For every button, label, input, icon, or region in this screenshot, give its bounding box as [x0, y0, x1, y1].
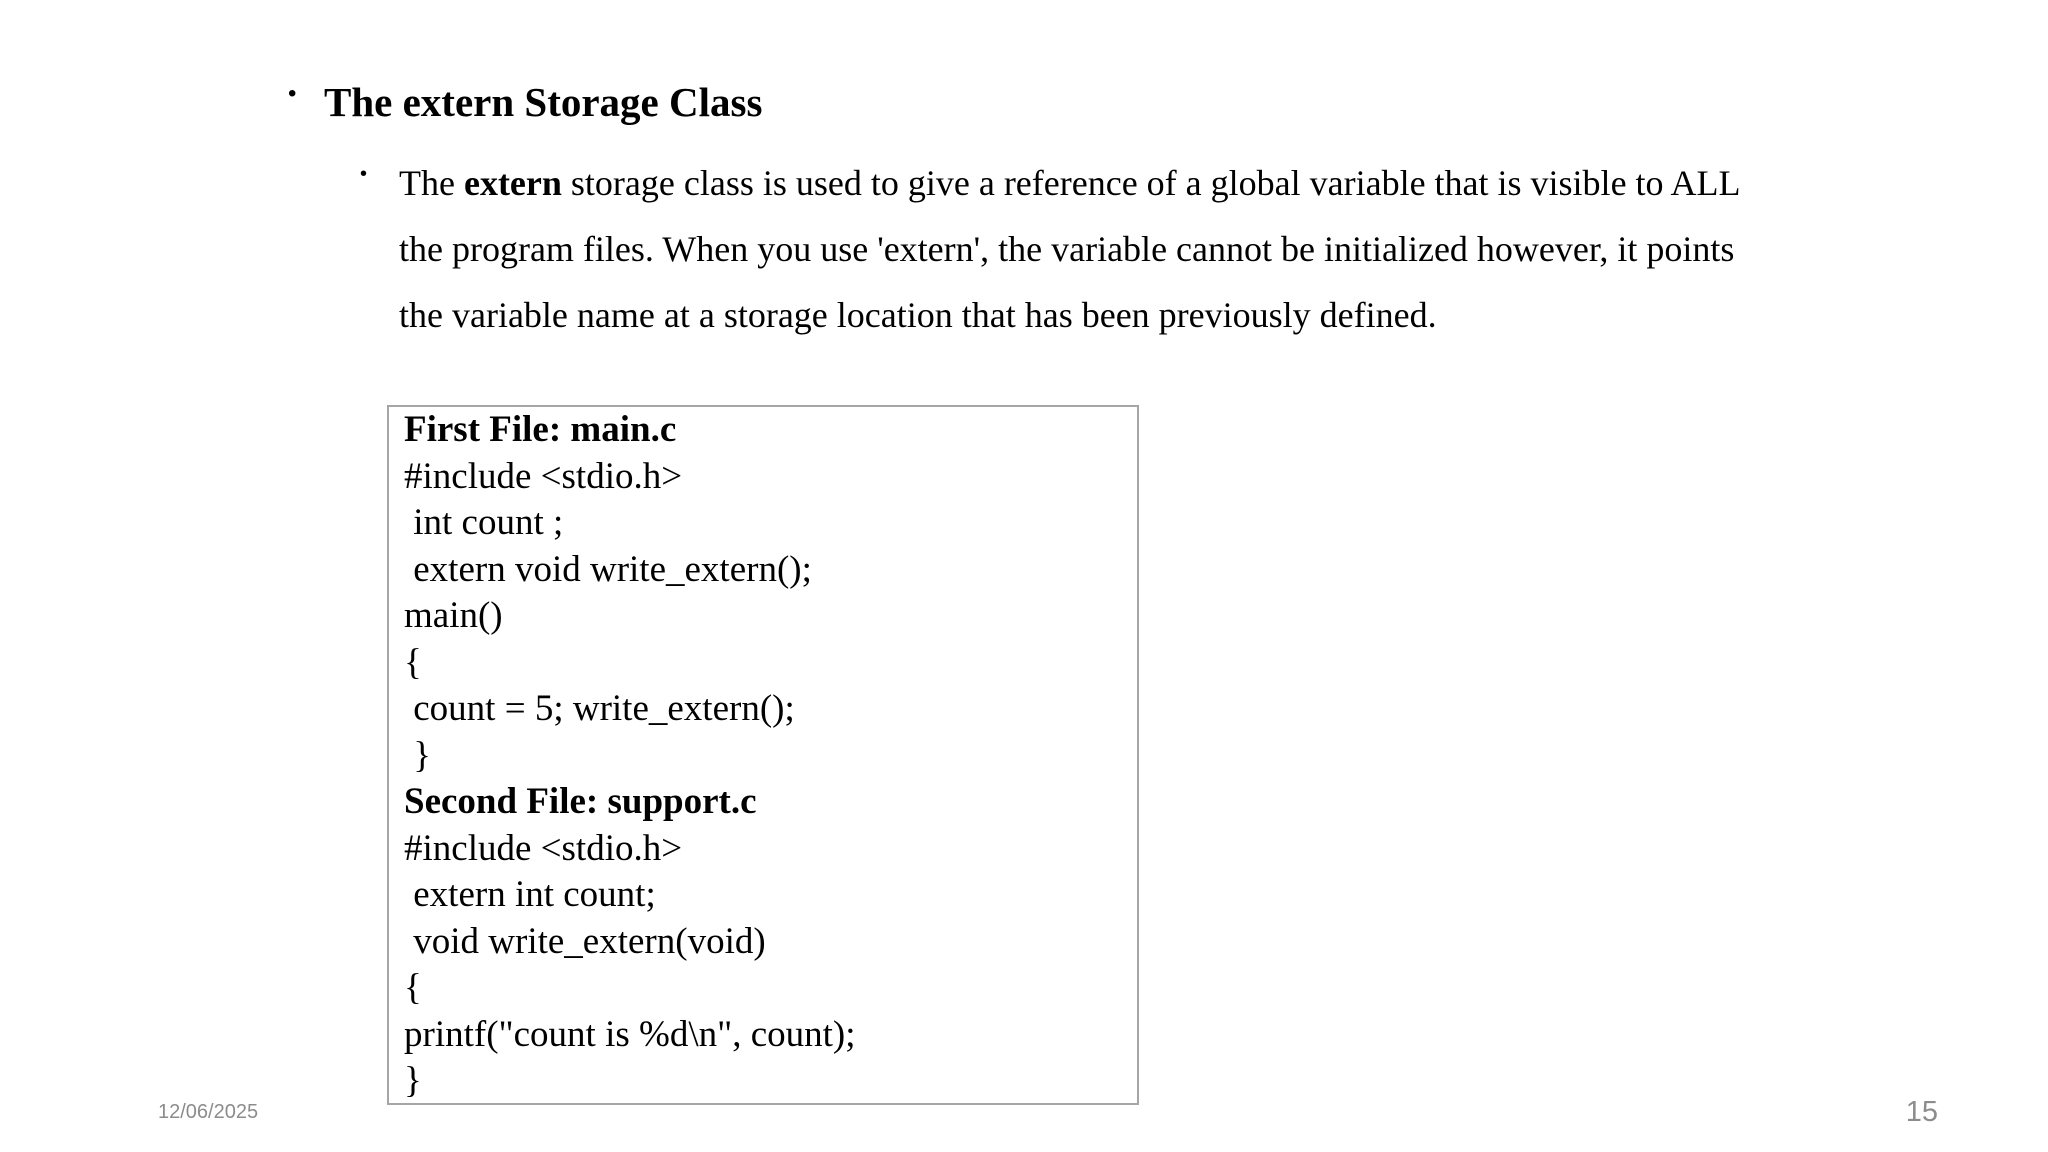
code-line: #include <stdio.h>: [404, 827, 683, 869]
paragraph-line-1: The extern storage class is used to give a reference of a global variable that is visible to ALL: [399, 163, 1741, 203]
code-line: }: [404, 1060, 422, 1101]
footer-date: 12/06/2025: [158, 1101, 259, 1123]
bullet-icon: •: [360, 163, 368, 185]
code-line: printf("count is %d\n", count);: [404, 1013, 856, 1055]
code-line: void write_extern(void): [404, 920, 766, 962]
heading-title: The extern Storage Class: [324, 79, 763, 125]
code-lines: [404, 407, 856, 1105]
bullet-icon: •: [288, 80, 297, 107]
paragraph-line-3: the variable name at a storage location that has been previously defined.: [399, 295, 1437, 335]
code-line: extern void write_extern();: [404, 548, 812, 590]
code-example-box: [387, 405, 1139, 1105]
code-line: #include <stdio.h>: [404, 455, 683, 497]
code-file-heading: First File: main.c: [404, 409, 677, 450]
code-line: {: [404, 641, 422, 683]
code-file-heading: Second File: support.c: [404, 781, 757, 822]
code-line: count = 5; write_extern();: [404, 688, 795, 729]
code-line: main(): [404, 595, 503, 636]
code-line: {: [404, 967, 422, 1008]
code-line: int count ;: [404, 502, 564, 543]
code-line: }: [404, 734, 432, 776]
extern-keyword: extern: [463, 163, 562, 203]
paragraph-line-2: the program files. When you use 'extern', the variable cannot be initialized however, it points: [399, 229, 1735, 269]
page-number: 15: [1905, 1096, 1938, 1128]
code-line: extern int count;: [404, 874, 656, 915]
